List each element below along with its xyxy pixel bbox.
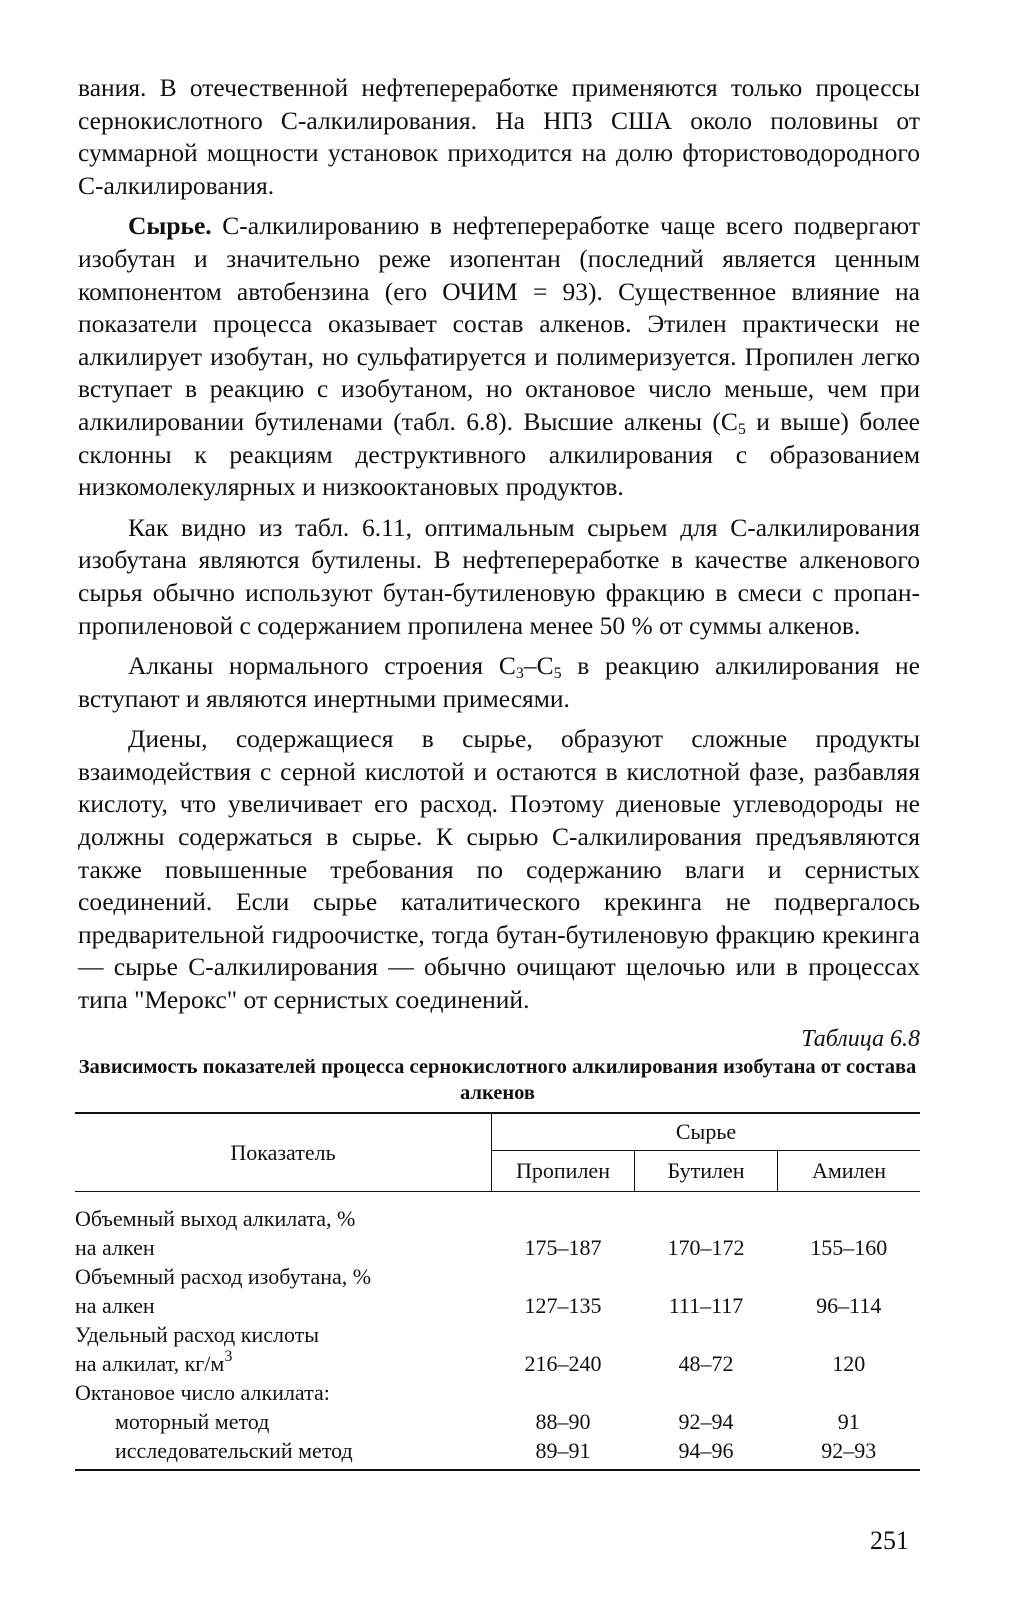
table-row	[75, 1262, 920, 1320]
table-row	[75, 1320, 920, 1378]
cell-value: 120	[832, 1351, 866, 1376]
subscript-5b: 5	[553, 665, 562, 683]
paragraph-4	[78, 650, 920, 715]
subscript-5: 5	[737, 420, 746, 438]
paragraph-3: Как видно из табл. 6.11, оптимальным сырьем для С-алкилирования изобутана являются бутилены. В нефтепереработке в качестве алкенового сырья обычно используют бутан-бутиленовую фракцию в смеси с пропан-пропиленовой с содержанием пропилена менее 50 % от суммы алкенов.	[78, 512, 920, 640]
paragraph-2	[78, 210, 920, 503]
table-row	[75, 1378, 920, 1407]
row-label-motor-method: моторный метод	[115, 1409, 270, 1434]
body-text	[78, 72, 920, 1025]
cell-value: 111–117	[668, 1293, 744, 1318]
paragraph-5: Диены, содержащиеся в сырье, образуют сложные продукты взаимодействия с серной кислотой и остаются в кислотной фазе, разбавляя кислоту, что увеличивает его расход. Поэтому диеновые углеводороды не должны содержаться в сырье. К сырью С-алкилирования предъявляются также повышенные требования по содержанию влаги и сернистых соединений. Если сырье каталитического крекинга не подвергалось предварительной гидроочистке, тогда бутан-бутиленовую фракцию крекинга — сырье С-алкилирования — обычно очищают щелочью или в процессах типа "Мерокс" от сернистых соединений.	[78, 724, 920, 1015]
header-feedstock: Сырье	[492, 1113, 921, 1151]
cell-value: 92–93	[778, 1436, 921, 1470]
table-title: Зависимость показателей процесса сернокислотного алкилирования изобутана от состава алкенов	[78, 1056, 917, 1104]
cell-value: 216–240	[524, 1351, 602, 1376]
cell-value: 91	[837, 1409, 860, 1434]
paragraph-4-text-a: Алканы нормального строения С	[128, 651, 516, 681]
section-lead-raw-materials: Сырье.	[128, 211, 212, 241]
row-label-acid-consumption: Удельный расход кислоты на алкилат, $кг/м^3$	[75, 1322, 320, 1376]
header-butylene: Бутилен	[635, 1151, 778, 1192]
cell-value: 89–91	[492, 1436, 635, 1470]
header-propylene: Пропилен	[492, 1151, 635, 1192]
cell-value: 175–187	[524, 1235, 602, 1260]
cell-value: 88–90	[535, 1409, 591, 1434]
paragraph-1: вания. В отечественной нефтепереработке применяются только процессы сернокислотного С-алкилирования. На НПЗ США около половины от суммарной мощности установок приходится на долю фтористоводородного С-алкилирования.	[78, 73, 920, 200]
row-label-octane-number: Октановое число алкилата:	[75, 1380, 330, 1405]
table-row	[75, 1407, 920, 1436]
header-parameter: Показатель	[75, 1113, 492, 1192]
row-label-alkylate-yield: Объемный выход алкилата, % на алкен	[75, 1206, 356, 1260]
data-table	[75, 1112, 920, 1471]
table-row	[75, 1192, 920, 1263]
header-amylene: Амилен	[778, 1151, 921, 1192]
subscript-3: 3	[515, 665, 524, 683]
paragraph-4-text-b: в реакцию алкилирования не вступают и являются инертными примесями.	[78, 651, 920, 713]
cell-value: 48–72	[678, 1351, 734, 1376]
cell-value: 155–160	[810, 1235, 888, 1260]
cell-value: 127–135	[524, 1293, 602, 1318]
table-6-8	[75, 1024, 920, 1471]
paragraph-2-text-b: и выше) более склонны к реакциям деструктивного алкилирования с образованием низкомолекулярных и низкооктановых продуктов.	[78, 406, 920, 502]
cell-value: 96–114	[816, 1293, 882, 1318]
cell-value: 170–172	[667, 1235, 745, 1260]
row-label-isobutane-consumption: Объемный расход изобутана, % на алкен	[75, 1264, 372, 1318]
row-label-research-method: исследовательский метод	[75, 1436, 492, 1470]
cell-value: 92–94	[678, 1409, 734, 1434]
table-number: Таблица 6.8	[801, 1026, 920, 1052]
cell-value: 94–96	[635, 1436, 778, 1470]
paragraph-2-text-a: С-алкилированию в нефтепереработке чаще всего подвергают изобутан и значительно реже изопентан (последний является ценным компонентом автобензина (его ОЧИМ = 93). Существенное влияние на показатели процесса оказывает состав алкенов. Этилен практически не алкилирует изобутан, но сульфатируется и полимеризуется. Пропилен легко вступает в реакцию с изобутаном, но октановое число меньше, чем при алкилировании бутиленами (табл. 6.8). Высшие алкены (С	[78, 211, 920, 436]
paragraph-4-dash: –С	[523, 651, 554, 681]
page-number: 251	[870, 1526, 909, 1555]
table-row	[75, 1436, 920, 1470]
